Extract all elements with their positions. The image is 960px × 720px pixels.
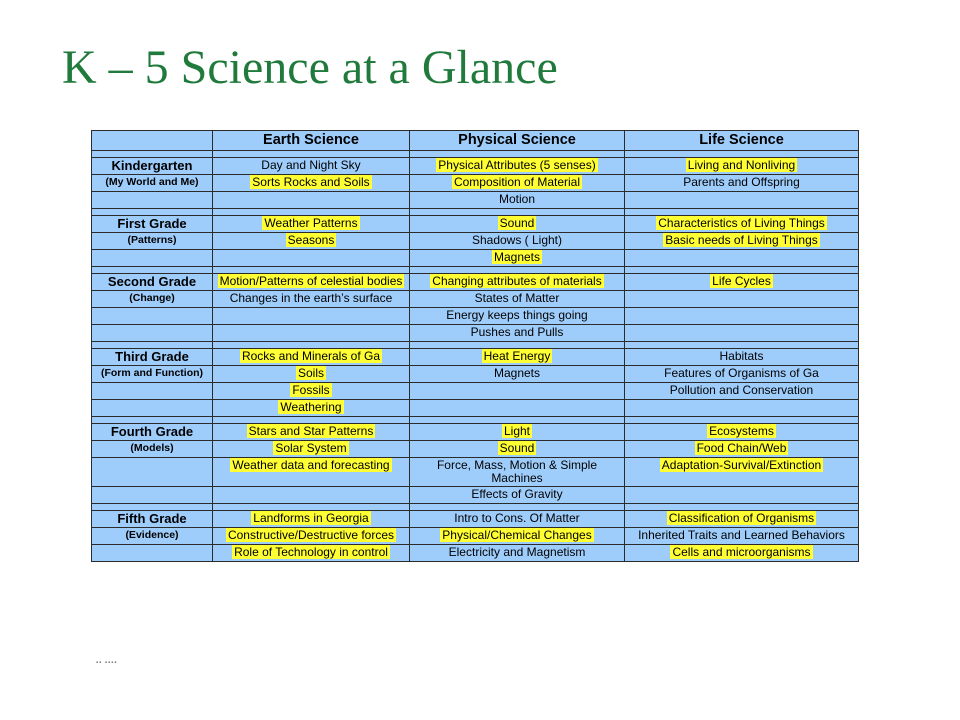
- cell-life-science: [625, 291, 859, 308]
- cell-earth-science: [213, 424, 410, 441]
- topic-label: Intro to Cons. Of Matter: [454, 511, 580, 525]
- spacer-cell: [213, 209, 410, 216]
- cell-grade-label: [92, 192, 213, 209]
- topic-label: Pollution and Conservation: [669, 383, 814, 397]
- cell-physical-science: [410, 441, 625, 458]
- spacer-cell: [92, 151, 213, 158]
- column-header-grade-label: [92, 131, 213, 151]
- cell-earth-science: [213, 528, 410, 545]
- spacer-cell: [213, 504, 410, 511]
- topic-label: Role of Technology in control: [234, 545, 388, 559]
- spacer-cell: [92, 417, 213, 424]
- topic-label: Parents and Offspring: [683, 175, 800, 189]
- grade-label: (Change): [129, 292, 175, 304]
- spacer-cell: [625, 151, 859, 158]
- spacer-cell: [92, 267, 213, 274]
- cell-grade-label: [92, 216, 213, 233]
- table-row: [92, 158, 859, 175]
- cell-earth-science: [213, 250, 410, 267]
- topic-label: Heat Energy: [483, 349, 551, 363]
- cell-physical-science: [410, 274, 625, 291]
- topic-label: Shadows ( Light): [471, 233, 563, 247]
- column-header-earth-science: Earth Science: [213, 131, 410, 151]
- grade-label: Fifth Grade: [117, 511, 187, 526]
- cell-physical-science: [410, 424, 625, 441]
- cell-earth-science: [213, 192, 410, 209]
- topic-label: Energy keeps things going: [446, 308, 588, 322]
- cell-grade-label: [92, 274, 213, 291]
- cell-grade-label: [92, 400, 213, 417]
- topic-label: Ecosystems: [709, 424, 774, 438]
- cell-life-science: [625, 216, 859, 233]
- cell-physical-science: [410, 383, 625, 400]
- topic-label: Weather Patterns: [264, 216, 358, 230]
- cell-grade-label: [92, 383, 213, 400]
- cell-life-science: [625, 308, 859, 325]
- spacer-cell: [410, 417, 625, 424]
- cell-grade-label: [92, 250, 213, 267]
- cell-physical-science: [410, 528, 625, 545]
- cell-physical-science: [410, 400, 625, 417]
- topic-label: Solar System: [275, 441, 347, 455]
- cell-life-science: [625, 511, 859, 528]
- footnote-mark: ▪▪ ▪▪▪▪: [96, 660, 118, 666]
- topic-label: Fossils: [292, 383, 330, 397]
- grade-label: Third Grade: [115, 349, 189, 364]
- spacer-row: [92, 417, 859, 424]
- topic-label: Changes in the earth’s surface: [229, 291, 393, 305]
- topic-label: Cells and microorganisms: [672, 545, 811, 559]
- table-row: [92, 441, 859, 458]
- topic-label: Sound: [499, 216, 535, 230]
- table-row: [92, 400, 859, 417]
- cell-physical-science: [410, 308, 625, 325]
- cell-grade-label: [92, 349, 213, 366]
- spacer-row: [92, 342, 859, 349]
- topic-label: Motion: [498, 192, 536, 206]
- cell-physical-science: [410, 291, 625, 308]
- cell-grade-label: [92, 511, 213, 528]
- grade-label: Fourth Grade: [110, 424, 194, 439]
- spacer-cell: [625, 342, 859, 349]
- table-row: [92, 192, 859, 209]
- topic-label: Inherited Traits and Learned Behaviors: [638, 528, 845, 542]
- cell-physical-science: [410, 250, 625, 267]
- topic-label: Food Chain/Web: [696, 441, 787, 455]
- spacer-cell: [625, 417, 859, 424]
- grade-label: (Evidence): [125, 529, 179, 541]
- cell-grade-label: [92, 175, 213, 192]
- spacer-cell: [213, 267, 410, 274]
- table-row: [92, 487, 859, 504]
- cell-life-science: [625, 192, 859, 209]
- grade-label: (Patterns): [127, 234, 177, 246]
- cell-physical-science: [410, 458, 625, 487]
- topic-label: Changing attributes of materials: [432, 274, 602, 288]
- topic-label: Weather data and forecasting: [232, 458, 390, 472]
- cell-grade-label: [92, 545, 213, 562]
- cell-physical-science: [410, 511, 625, 528]
- cell-life-science: [625, 175, 859, 192]
- topic-label: Stars and Star Patterns: [248, 424, 374, 438]
- cell-life-science: [625, 349, 859, 366]
- topic-label: Magnets: [493, 250, 541, 264]
- spacer-row: [92, 209, 859, 216]
- topic-label: Life Cycles: [712, 274, 771, 288]
- topic-label: Physical/Chemical Changes: [442, 528, 592, 542]
- cell-earth-science: [213, 441, 410, 458]
- spacer-cell: [92, 342, 213, 349]
- cell-physical-science: [410, 366, 625, 383]
- table-row: [92, 308, 859, 325]
- cell-grade-label: [92, 158, 213, 175]
- grade-label: Second Grade: [107, 274, 197, 289]
- cell-earth-science: [213, 383, 410, 400]
- cell-physical-science: [410, 192, 625, 209]
- table-row: [92, 528, 859, 545]
- spacer-row: [92, 151, 859, 158]
- topic-label: Characteristics of Living Things: [658, 216, 825, 230]
- column-header-life-science: Life Science: [625, 131, 859, 151]
- cell-life-science: [625, 424, 859, 441]
- cell-physical-science: [410, 216, 625, 233]
- cell-earth-science: [213, 291, 410, 308]
- cell-earth-science: [213, 274, 410, 291]
- topic-label: Force, Mass, Motion & Simple Machines: [436, 458, 598, 485]
- cell-grade-label: [92, 441, 213, 458]
- cell-physical-science: [410, 349, 625, 366]
- cell-earth-science: [213, 325, 410, 342]
- cell-life-science: [625, 158, 859, 175]
- table-row: [92, 216, 859, 233]
- cell-grade-label: [92, 424, 213, 441]
- spacer-cell: [410, 209, 625, 216]
- grade-label: Kindergarten: [111, 158, 193, 173]
- cell-life-science: [625, 366, 859, 383]
- spacer-row: [92, 504, 859, 511]
- cell-grade-label: [92, 458, 213, 487]
- table-row: [92, 349, 859, 366]
- spacer-cell: [625, 267, 859, 274]
- cell-physical-science: [410, 175, 625, 192]
- cell-grade-label: [92, 325, 213, 342]
- cell-physical-science: [410, 325, 625, 342]
- slide-title: K – 5 Science at a Glance: [62, 41, 558, 94]
- cell-grade-label: [92, 291, 213, 308]
- table-row: [92, 424, 859, 441]
- table-row: [92, 458, 859, 487]
- table-row: [92, 291, 859, 308]
- topic-label: Sound: [499, 441, 535, 455]
- cell-life-science: [625, 400, 859, 417]
- topic-label: Day and Night Sky: [261, 158, 361, 172]
- cell-life-science: [625, 441, 859, 458]
- cell-earth-science: [213, 308, 410, 325]
- science-table: [91, 130, 859, 562]
- topic-label: Physical Attributes (5 senses): [438, 158, 596, 172]
- spacer-cell: [410, 151, 625, 158]
- table-row: [92, 545, 859, 562]
- table-row: [92, 383, 859, 400]
- cell-grade-label: [92, 308, 213, 325]
- topic-label: Pushes and Pulls: [470, 325, 564, 339]
- topic-label: Composition of Material: [453, 175, 581, 189]
- spacer-cell: [410, 267, 625, 274]
- cell-physical-science: [410, 233, 625, 250]
- table-row: [92, 511, 859, 528]
- grade-label: (Form and Function): [100, 367, 204, 379]
- cell-grade-label: [92, 487, 213, 504]
- topic-label: Features of Organisms of Ga: [664, 366, 819, 380]
- cell-life-science: [625, 458, 859, 487]
- cell-life-science: [625, 528, 859, 545]
- cell-earth-science: [213, 175, 410, 192]
- topic-label: Motion/Patterns of celestial bodies: [219, 274, 403, 288]
- spacer-cell: [213, 342, 410, 349]
- cell-life-science: [625, 487, 859, 504]
- table-row: [92, 233, 859, 250]
- cell-life-science: [625, 274, 859, 291]
- topic-label: Weathering: [280, 400, 342, 414]
- cell-earth-science: [213, 545, 410, 562]
- cell-earth-science: [213, 216, 410, 233]
- topic-label: Rocks and Minerals of Ga: [241, 349, 381, 363]
- table-row: [92, 175, 859, 192]
- spacer-cell: [213, 417, 410, 424]
- cell-grade-label: [92, 366, 213, 383]
- grade-label: (Models): [130, 442, 174, 454]
- cell-earth-science: [213, 366, 410, 383]
- table-row: [92, 250, 859, 267]
- cell-physical-science: [410, 545, 625, 562]
- topic-label: Adaptation-Survival/Extinction: [661, 458, 822, 472]
- topic-label: Habitats: [719, 349, 764, 363]
- cell-earth-science: [213, 233, 410, 250]
- cell-life-science: [625, 233, 859, 250]
- topic-label: Classification of Organisms: [668, 511, 815, 525]
- column-header-physical-science: Physical Science: [410, 131, 625, 151]
- cell-earth-science: [213, 158, 410, 175]
- header-row: [92, 131, 859, 151]
- cell-life-science: [625, 250, 859, 267]
- cell-earth-science: [213, 487, 410, 504]
- grade-label: First Grade: [117, 216, 187, 231]
- cell-physical-science: [410, 487, 625, 504]
- cell-life-science: [625, 325, 859, 342]
- topic-label: Basic needs of Living Things: [665, 233, 818, 247]
- spacer-cell: [625, 504, 859, 511]
- spacer-cell: [625, 209, 859, 216]
- cell-earth-science: [213, 349, 410, 366]
- topic-label: Seasons: [287, 233, 335, 247]
- cell-life-science: [625, 383, 859, 400]
- cell-earth-science: [213, 458, 410, 487]
- spacer-cell: [213, 151, 410, 158]
- spacer-cell: [92, 209, 213, 216]
- cell-life-science: [625, 545, 859, 562]
- spacer-cell: [410, 342, 625, 349]
- topic-label: States of Matter: [474, 291, 560, 305]
- cell-grade-label: [92, 528, 213, 545]
- table-row: [92, 274, 859, 291]
- grade-label: (My World and Me): [105, 176, 199, 188]
- cell-earth-science: [213, 400, 410, 417]
- spacer-cell: [410, 504, 625, 511]
- topic-label: Living and Nonliving: [687, 158, 796, 172]
- topic-label: Effects of Gravity: [471, 487, 563, 501]
- topic-label: Light: [503, 424, 531, 438]
- topic-label: Soils: [297, 366, 324, 380]
- topic-label: Magnets: [493, 366, 541, 380]
- topic-label: Sorts Rocks and Soils: [252, 175, 370, 189]
- topic-label: Landforms in Georgia: [253, 511, 369, 525]
- topic-label: Electricity and Magnetism: [448, 545, 586, 559]
- table-row: [92, 366, 859, 383]
- spacer-cell: [92, 504, 213, 511]
- table-row: [92, 325, 859, 342]
- cell-physical-science: [410, 158, 625, 175]
- cell-earth-science: [213, 511, 410, 528]
- spacer-row: [92, 267, 859, 274]
- cell-grade-label: [92, 233, 213, 250]
- topic-label: Constructive/Destructive forces: [227, 528, 395, 542]
